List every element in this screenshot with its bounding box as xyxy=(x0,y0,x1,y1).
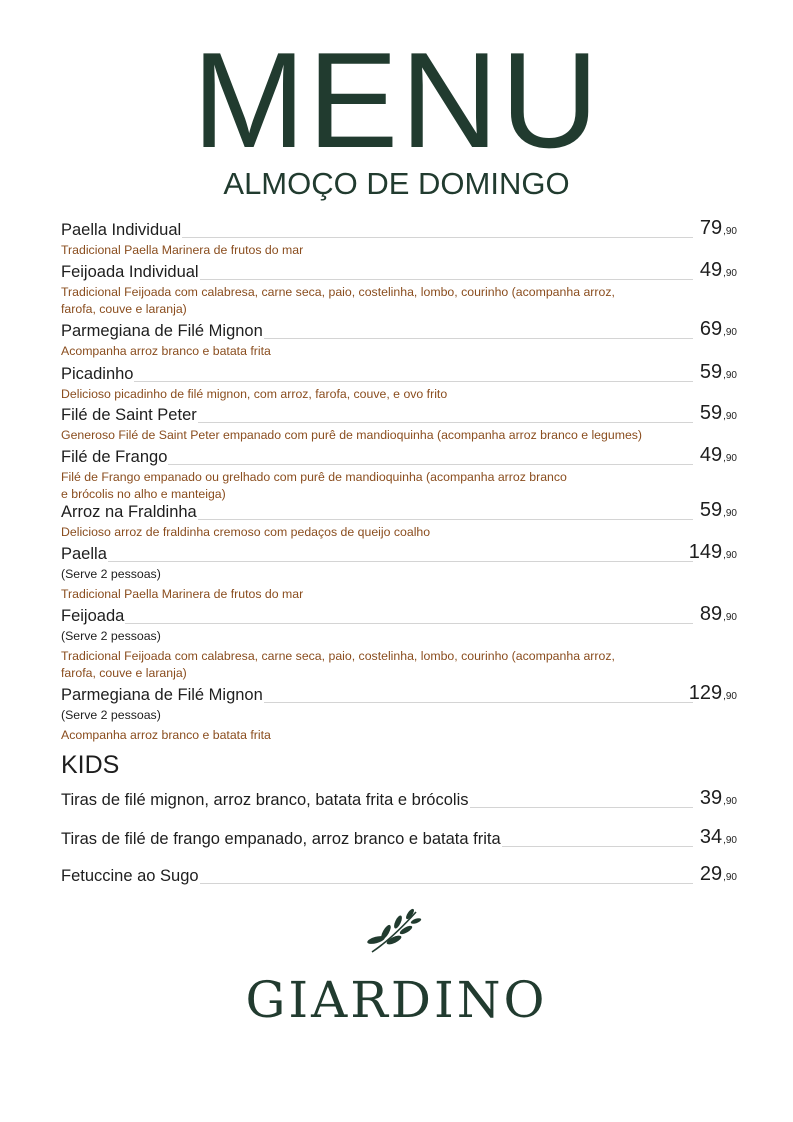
item-description: e brócolis no alho e manteiga) xyxy=(61,487,226,501)
dotted-leader xyxy=(61,561,693,562)
item-description: Tradicional Feijoada com calabresa, carne seca, paio, costelinha, lombo, courinho (acompanha arroz, xyxy=(61,285,615,299)
menu-item xyxy=(61,361,737,403)
item-description: farofa, couve e laranja) xyxy=(61,302,187,316)
price-integer: 89 xyxy=(699,603,723,625)
menu-item xyxy=(61,259,737,318)
kids-section-title: KIDS xyxy=(61,751,120,779)
item-price xyxy=(689,682,737,705)
menu-item xyxy=(61,444,737,503)
item-name: Tiras de filé de frango empanado, arroz branco e batata frita xyxy=(61,830,501,848)
item-price xyxy=(700,863,737,886)
item-name: Tiras de filé mignon, arroz branco, batata frita e brócolis xyxy=(61,791,469,809)
item-description: Generoso Filé de Saint Peter empanado com purê de mandioquinha (acompanha arroz branco e legumes) xyxy=(61,428,643,442)
price-cents: ,90 xyxy=(723,411,737,422)
price-cents: ,90 xyxy=(723,612,737,623)
price-integer: 59 xyxy=(699,361,723,383)
price-cents: ,90 xyxy=(723,370,737,381)
item-price xyxy=(700,361,737,384)
item-name: Picadinho xyxy=(61,365,134,383)
item-price xyxy=(700,318,737,341)
olive-branch-icon xyxy=(364,906,424,956)
item-description: Acompanha arroz branco e batata frita xyxy=(61,728,271,742)
dotted-leader xyxy=(61,381,693,382)
item-price xyxy=(700,499,737,522)
menu-item xyxy=(61,603,737,682)
price-cents: ,90 xyxy=(723,327,737,338)
price-integer: 69 xyxy=(699,318,723,340)
item-price xyxy=(700,787,737,810)
price-cents: ,90 xyxy=(723,453,737,464)
price-cents: ,90 xyxy=(723,268,737,279)
price-integer: 79 xyxy=(699,217,723,239)
item-serves: (Serve 2 pessoas) xyxy=(61,567,161,581)
item-price xyxy=(700,402,737,425)
menu-item xyxy=(61,318,737,360)
item-name: Fetuccine ao Sugo xyxy=(61,867,199,885)
item-price xyxy=(700,826,737,849)
kids-menu-item xyxy=(61,826,737,851)
item-price xyxy=(700,444,737,467)
giardino-logo: GIARDINO xyxy=(245,971,548,1029)
item-description: Filé de Frango empanado ou grelhado com purê de mandioquinha (acompanha arroz branco xyxy=(61,470,567,484)
item-name: Feijoada Individual xyxy=(61,263,199,281)
menu-item xyxy=(61,682,737,744)
price-integer: 59 xyxy=(699,402,723,424)
item-price xyxy=(689,541,737,564)
price-cents: ,90 xyxy=(723,550,737,561)
price-integer: 34 xyxy=(699,826,723,848)
item-name: Arroz na Fraldinha xyxy=(61,503,197,521)
menu-subtitle: ALMOÇO DE DOMINGO xyxy=(223,166,570,201)
price-cents: ,90 xyxy=(723,872,737,883)
item-price xyxy=(700,217,737,240)
item-name: Paella Individual xyxy=(61,221,182,239)
price-integer: 49 xyxy=(699,259,723,281)
price-integer: 149 xyxy=(688,541,723,563)
price-integer: 129 xyxy=(688,682,723,704)
kids-menu-item xyxy=(61,863,737,888)
item-description: Acompanha arroz branco e batata frita xyxy=(61,344,271,358)
item-price xyxy=(700,259,737,282)
item-description: Tradicional Feijoada com calabresa, carne seca, paio, costelinha, lombo, courinho (acompanha arroz, xyxy=(61,649,615,663)
item-description: Tradicional Paella Marinera de frutos do mar xyxy=(61,587,304,601)
item-name: Parmegiana de Filé Mignon xyxy=(61,322,263,340)
menu-item xyxy=(61,217,737,259)
price-integer: 39 xyxy=(699,787,723,809)
kids-menu-item xyxy=(61,787,737,812)
item-name: Feijoada xyxy=(61,607,125,625)
item-description: Delicioso arroz de fraldinha cremoso com pedaços de queijo coalho xyxy=(61,525,431,539)
item-name: Filé de Frango xyxy=(61,448,168,466)
price-integer: 59 xyxy=(699,499,723,521)
item-description: farofa, couve e laranja) xyxy=(61,666,187,680)
menu-item xyxy=(61,402,737,444)
item-name: Paella xyxy=(61,545,107,563)
price-integer: 49 xyxy=(699,444,723,466)
item-description: Tradicional Paella Marinera de frutos do mar xyxy=(61,243,304,257)
price-cents: ,90 xyxy=(723,796,737,807)
item-serves: (Serve 2 pessoas) xyxy=(61,708,161,722)
price-cents: ,90 xyxy=(723,226,737,237)
item-name: Filé de Saint Peter xyxy=(61,406,197,424)
menu-item xyxy=(61,541,737,603)
item-description: Delicioso picadinho de filé mignon, com arroz, farofa, couve, e ovo frito xyxy=(61,387,448,401)
price-integer: 29 xyxy=(699,863,723,885)
menu-item xyxy=(61,499,737,541)
menu-title: MENU xyxy=(192,24,601,176)
item-name: Parmegiana de Filé Mignon xyxy=(61,686,263,704)
item-price xyxy=(700,603,737,626)
price-cents: ,90 xyxy=(723,835,737,846)
price-cents: ,90 xyxy=(723,691,737,702)
dotted-leader xyxy=(61,623,693,624)
item-serves: (Serve 2 pessoas) xyxy=(61,629,161,643)
price-cents: ,90 xyxy=(723,508,737,519)
